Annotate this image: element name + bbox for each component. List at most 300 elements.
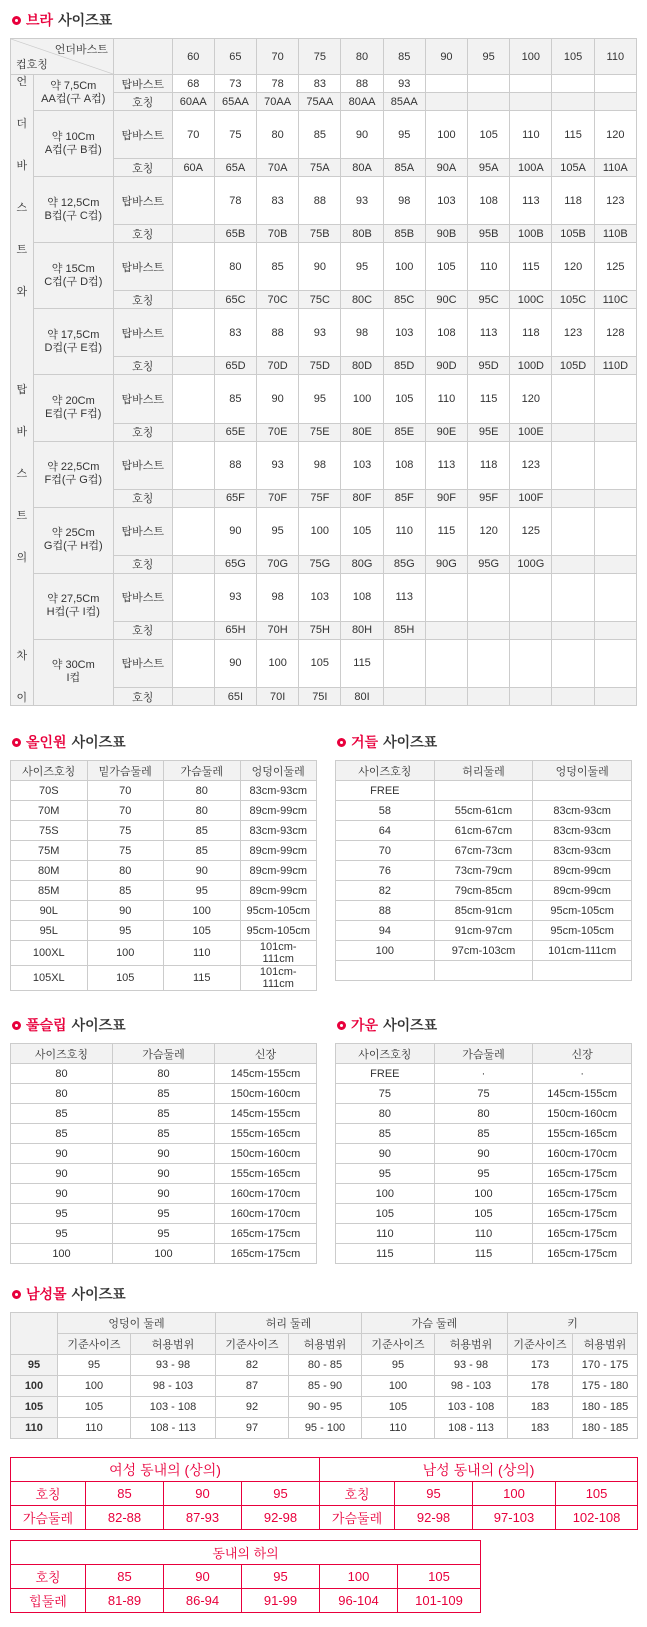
onepiece-header-cell: 사이즈호칭 — [11, 761, 88, 781]
mens-cell: 173 — [508, 1355, 573, 1376]
slip-cell: 155cm-165cm — [215, 1164, 317, 1184]
bra-size-name-cell: 65AA — [214, 93, 256, 111]
bra-size-name-cell: 90A — [425, 159, 467, 177]
table-row — [336, 801, 632, 821]
bra-topbust-cell — [552, 75, 594, 93]
slip-header-cell: 사이즈호칭 — [11, 1044, 113, 1064]
table-row — [11, 941, 317, 966]
bra-topbust-cell: 68 — [172, 75, 214, 93]
table-row — [11, 1355, 638, 1376]
gown-cell: 95 — [336, 1164, 435, 1184]
bra-size-name-cell — [594, 423, 636, 441]
bra-topbust-cell: 120 — [468, 507, 510, 555]
gown-cell: 115 — [336, 1244, 435, 1264]
bra-size-name-cell: 65C — [214, 291, 256, 309]
bra-size-name-cell: 105B — [552, 225, 594, 243]
bra-size-name-cell — [552, 489, 594, 507]
bra-size-name-cell: 65H — [214, 621, 256, 639]
bra-size-name-cell — [510, 688, 552, 706]
underwear-chest-cell: 87-93 — [164, 1506, 242, 1530]
underwear-top-wrap — [10, 1457, 637, 1613]
girdle-cell: 95cm-105cm — [533, 901, 632, 921]
section-title-slip-rest: 사이즈표 — [71, 1017, 126, 1033]
bra-topbust-cell: 110 — [468, 243, 510, 291]
table-row — [11, 1376, 638, 1397]
mens-cell: 180 - 185 — [573, 1397, 638, 1418]
mens-cell: 95 - 100 — [289, 1418, 362, 1439]
bra-size-name-cell — [594, 93, 636, 111]
gown-cell: 115 — [434, 1244, 533, 1264]
slip-cell: 145cm-155cm — [215, 1104, 317, 1124]
bra-size-name-cell: 105A — [552, 159, 594, 177]
table-row — [11, 1084, 317, 1104]
bra-size-name-cell — [172, 357, 214, 375]
bra-topbust-cell: 78 — [257, 75, 299, 93]
table-row — [11, 801, 317, 821]
bra-topbust-cell: 108 — [425, 309, 467, 357]
girdle-cell: 83cm-93cm — [533, 801, 632, 821]
bra-size-name-cell: 75AA — [299, 93, 341, 111]
onepiece-cell: 83cm-93cm — [240, 821, 317, 841]
mens-cell: 183 — [508, 1418, 573, 1439]
underwear-size-cell: 100 — [473, 1482, 556, 1506]
bra-size-name-cell — [172, 291, 214, 309]
bra-size-name-cell — [594, 489, 636, 507]
slip-cell: 85 — [11, 1124, 113, 1144]
gown-cell: 80 — [336, 1104, 435, 1124]
gown-cell: 160cm-170cm — [533, 1144, 632, 1164]
girdle-cell: 85cm-91cm — [434, 901, 533, 921]
onepiece-cell: 101cm-111cm — [240, 966, 317, 991]
bra-size-name-cell — [468, 93, 510, 111]
mens-cell: 175 - 180 — [573, 1376, 638, 1397]
bra-topbust-cell — [468, 75, 510, 93]
gown-cell: 165cm-175cm — [533, 1184, 632, 1204]
gown-header-cell: 가슴둘레 — [434, 1044, 533, 1064]
table-row — [336, 1064, 632, 1084]
bra-topbust-cell: 105 — [299, 639, 341, 687]
bra-topbust-cell: 73 — [214, 75, 256, 93]
bra-size-name-cell: 85E — [383, 423, 425, 441]
onepiece-cell: 95 — [87, 921, 164, 941]
bra-row-type-top: 탑바스트 — [113, 507, 172, 555]
bra-size-name-cell: 75E — [299, 423, 341, 441]
slip-cell: 160cm-170cm — [215, 1184, 317, 1204]
girdle-cell: 97cm-103cm — [434, 941, 533, 961]
table-row — [11, 966, 317, 991]
bra-topbust-cell: 100 — [383, 243, 425, 291]
bra-size-name-cell — [552, 423, 594, 441]
bra-topbust-cell: 115 — [510, 243, 552, 291]
section-title-mens-rest: 사이즈표 — [71, 1286, 126, 1302]
bra-size-name-cell: 100G — [510, 555, 552, 573]
onepiece-cell: 80 — [87, 861, 164, 881]
bra-corner-bottom: 컵호칭 — [16, 59, 48, 71]
table-row — [336, 1144, 632, 1164]
slip-cell: 80 — [11, 1084, 113, 1104]
bra-topbust-cell: 80 — [257, 111, 299, 159]
girdle-cell: 76 — [336, 861, 435, 881]
gown-cell: 100 — [336, 1184, 435, 1204]
mens-cell: 178 — [508, 1376, 573, 1397]
bra-topbust-cell: 103 — [425, 177, 467, 225]
underwear-chest-label: 가슴둘레 — [320, 1506, 395, 1530]
onepiece-header-cell: 가슴둘레 — [164, 761, 241, 781]
gown-cell: 165cm-175cm — [533, 1204, 632, 1224]
bra-col-header: 100 — [510, 39, 552, 75]
girdle-cell: 67cm-73cm — [434, 841, 533, 861]
bra-topbust-cell: 115 — [425, 507, 467, 555]
bra-topbust-cell: 85 — [257, 243, 299, 291]
gown-size-table — [335, 1043, 632, 1264]
bra-topbust-cell — [425, 639, 467, 687]
bra-topbust-cell — [172, 177, 214, 225]
underwear-size-label: 호칭 — [11, 1482, 86, 1506]
table-row — [11, 1506, 638, 1530]
bra-size-name-cell: 65G — [214, 555, 256, 573]
underwear-chest-cell: 102-108 — [556, 1506, 638, 1530]
bra-cup-label: 약 20Cm E컵(구 F컵) — [33, 375, 113, 441]
bra-topbust-cell: 83 — [257, 177, 299, 225]
bra-size-name-cell: 85D — [383, 357, 425, 375]
bra-size-name-cell: 70A — [257, 159, 299, 177]
girdle-cell: 64 — [336, 821, 435, 841]
bra-topbust-cell: 90 — [214, 507, 256, 555]
bra-size-name-cell: 110C — [594, 291, 636, 309]
bra-cup-label: 약 17,5Cm D컵(구 E컵) — [33, 309, 113, 375]
bra-size-name-cell: 100D — [510, 357, 552, 375]
gown-cell: 110 — [434, 1224, 533, 1244]
mens-cell: 183 — [508, 1397, 573, 1418]
gown-cell: 85 — [336, 1124, 435, 1144]
bullet-icon — [12, 738, 21, 747]
bra-size-name-cell: 100E — [510, 423, 552, 441]
bra-cup-label: 약 7,5Cm AA컵(구 A컵) — [33, 75, 113, 111]
mens-sub-header: 허용범위 — [573, 1334, 638, 1355]
bra-topbust-cell — [172, 639, 214, 687]
underwear-bottom-hip-cell: 86-94 — [164, 1589, 242, 1613]
bra-topbust-cell — [510, 639, 552, 687]
bra-col-header: 90 — [425, 39, 467, 75]
underwear-bottom-size-cell: 100 — [320, 1565, 398, 1589]
bullet-icon — [12, 1290, 21, 1299]
girdle-cell: 83cm-93cm — [533, 841, 632, 861]
mens-row-label: 105 — [11, 1397, 58, 1418]
bullet-icon — [12, 1021, 21, 1030]
table-row — [11, 1244, 317, 1264]
bra-topbust-cell: 98 — [383, 177, 425, 225]
bra-size-name-cell: 85G — [383, 555, 425, 573]
underwear-bottom-size-cell: 95 — [242, 1565, 320, 1589]
slip-cell: 100 — [11, 1244, 113, 1264]
bra-topbust-cell: 80 — [214, 243, 256, 291]
gown-cell: 100 — [434, 1184, 533, 1204]
bra-size-name-cell: 80F — [341, 489, 383, 507]
bra-size-name-cell — [172, 621, 214, 639]
bra-topbust-cell: 88 — [257, 309, 299, 357]
onepiece-cell: 95L — [11, 921, 88, 941]
mens-cell: 110 — [362, 1418, 435, 1439]
bra-topbust-cell: 98 — [257, 573, 299, 621]
table-row — [336, 821, 632, 841]
bra-topbust-cell: 95 — [299, 375, 341, 423]
girdle-cell: 88 — [336, 901, 435, 921]
table-row — [336, 1224, 632, 1244]
mens-row-label: 100 — [11, 1376, 58, 1397]
table-row — [11, 881, 317, 901]
mens-group-header — [11, 1313, 58, 1355]
bra-size-name-cell: 100F — [510, 489, 552, 507]
bra-topbust-cell — [468, 573, 510, 621]
bra-size-name-cell: 90B — [425, 225, 467, 243]
table-row — [11, 1184, 317, 1204]
gown-cell: 145cm-155cm — [533, 1084, 632, 1104]
slip-cell: 85 — [11, 1104, 113, 1124]
table-row — [11, 1482, 638, 1506]
bra-topbust-cell — [425, 75, 467, 93]
bra-row-type-top: 탑바스트 — [113, 243, 172, 291]
table-row — [11, 1204, 317, 1224]
onepiece-size-table — [10, 760, 317, 991]
underwear-chest-cell: 82-88 — [86, 1506, 164, 1530]
bra-corner-cell — [11, 39, 114, 75]
bra-topbust-cell — [172, 507, 214, 555]
bra-size-name-cell: 80I — [341, 688, 383, 706]
bra-col-header: 105 — [552, 39, 594, 75]
slip-cell: 165cm-175cm — [215, 1244, 317, 1264]
bra-size-name-cell — [552, 688, 594, 706]
bra-topbust-cell: 95 — [383, 111, 425, 159]
bra-row-type-top: 탑바스트 — [113, 441, 172, 489]
bra-size-name-cell: 65I — [214, 688, 256, 706]
bra-size-name-cell: 70F — [257, 489, 299, 507]
bra-cup-label: 약 22,5Cm F컵(구 G컵) — [33, 441, 113, 507]
bra-row-type-bottom: 호칭 — [113, 621, 172, 639]
bra-topbust-cell: 90 — [341, 111, 383, 159]
bra-topbust-cell — [172, 243, 214, 291]
onepiece-cell: 80M — [11, 861, 88, 881]
bra-topbust-cell: 100 — [425, 111, 467, 159]
onepiece-cell: 83cm-93cm — [240, 781, 317, 801]
bra-size-name-cell: 95A — [468, 159, 510, 177]
slip-cell: 165cm-175cm — [215, 1224, 317, 1244]
table-row — [11, 1124, 317, 1144]
girdle-cell: 83cm-93cm — [533, 821, 632, 841]
onepiece-cell: 75 — [87, 821, 164, 841]
bra-size-name-cell: 85C — [383, 291, 425, 309]
bra-topbust-cell: 98 — [341, 309, 383, 357]
onepiece-cell: 115 — [164, 966, 241, 991]
onepiece-cell: 75 — [87, 841, 164, 861]
section-title-onepiece-accent: 올인원 — [26, 734, 67, 750]
bra-size-name-cell — [425, 688, 467, 706]
girdle-cell: 89cm-99cm — [533, 881, 632, 901]
gown-cell: 85 — [434, 1124, 533, 1144]
section-title-gown — [337, 1015, 632, 1035]
bra-row-type-top: 탑바스트 — [113, 111, 172, 159]
onepiece-cell: 70S — [11, 781, 88, 801]
bra-size-name-cell: 90D — [425, 357, 467, 375]
section-title-slip — [12, 1015, 317, 1035]
bra-size-name-cell: 75D — [299, 357, 341, 375]
bra-size-name-cell — [552, 93, 594, 111]
gown-cell: 105 — [336, 1204, 435, 1224]
bra-topbust-cell: 118 — [510, 309, 552, 357]
spacer — [563, 1541, 638, 1565]
underwear-bottom-hip-cell: 91-99 — [242, 1589, 320, 1613]
bra-size-name-cell: 65B — [214, 225, 256, 243]
bra-size-name-cell: 65A — [214, 159, 256, 177]
table-row — [336, 861, 632, 881]
bra-row-type-top: 탑바스트 — [113, 177, 172, 225]
mens-cell: 105 — [362, 1397, 435, 1418]
bra-topbust-cell: 93 — [383, 75, 425, 93]
bra-row-type-bottom: 호칭 — [113, 423, 172, 441]
bra-topbust-cell: 103 — [341, 441, 383, 489]
bra-size-name-cell: 80C — [341, 291, 383, 309]
underwear-bottom-size-cell: 85 — [86, 1565, 164, 1589]
slip-header-cell: 가슴둘레 — [113, 1044, 215, 1064]
bra-size-name-cell: 70D — [257, 357, 299, 375]
bra-row-type-bottom: 호칭 — [113, 489, 172, 507]
bra-size-name-cell: 95C — [468, 291, 510, 309]
table-row — [336, 1164, 632, 1184]
slip-cell: 85 — [113, 1124, 215, 1144]
mens-cell: 82 — [216, 1355, 289, 1376]
table-row — [11, 841, 317, 861]
gown-header-cell: 신장 — [533, 1044, 632, 1064]
bra-topbust-cell: 93 — [257, 441, 299, 489]
bullet-icon — [337, 738, 346, 747]
bra-size-name-cell — [172, 423, 214, 441]
bra-size-name-cell — [383, 688, 425, 706]
table-row — [336, 921, 632, 941]
bra-size-name-cell — [425, 621, 467, 639]
bra-topbust-cell: 105 — [468, 111, 510, 159]
gown-cell: 95 — [434, 1164, 533, 1184]
bra-size-name-cell: 85H — [383, 621, 425, 639]
bra-size-name-cell: 80G — [341, 555, 383, 573]
table-row — [11, 901, 317, 921]
girdle-cell: 61cm-67cm — [434, 821, 533, 841]
bra-topbust-cell: 123 — [510, 441, 552, 489]
bra-size-name-cell: 75H — [299, 621, 341, 639]
bra-size-table — [10, 38, 637, 706]
bra-size-name-cell: 70G — [257, 555, 299, 573]
bra-size-name-cell: 110D — [594, 357, 636, 375]
bra-size-name-cell: 80E — [341, 423, 383, 441]
table-row — [336, 1104, 632, 1124]
table-row — [336, 781, 632, 801]
bra-size-name-cell: 95G — [468, 555, 510, 573]
bra-size-name-cell: 65D — [214, 357, 256, 375]
underwear-bottom-hip-cell: 81-89 — [86, 1589, 164, 1613]
underwear-bottom-table — [10, 1540, 638, 1613]
bra-col-header: 70 — [257, 39, 299, 75]
bra-row-type-top: 탑바스트 — [113, 375, 172, 423]
mens-row-label: 95 — [11, 1355, 58, 1376]
slip-cell: 90 — [113, 1164, 215, 1184]
bra-topbust-cell: 110 — [510, 111, 552, 159]
mens-cell: 108 - 113 — [131, 1418, 216, 1439]
table-row — [336, 961, 632, 981]
mens-row-label: 110 — [11, 1418, 58, 1439]
girdle-cell — [533, 781, 632, 801]
bra-topbust-cell — [594, 507, 636, 555]
slip-cell: 95 — [11, 1224, 113, 1244]
bra-topbust-cell: 85 — [214, 375, 256, 423]
bra-topbust-cell: 105 — [425, 243, 467, 291]
onepiece-cell: 80 — [164, 801, 241, 821]
onepiece-cell: 75M — [11, 841, 88, 861]
bra-size-name-cell: 75I — [299, 688, 341, 706]
section-title-onepiece-rest: 사이즈표 — [71, 734, 126, 750]
bra-topbust-cell: 113 — [510, 177, 552, 225]
bra-topbust-cell: 125 — [594, 243, 636, 291]
section-title-girdle — [337, 732, 632, 752]
gown-cell: 165cm-175cm — [533, 1164, 632, 1184]
spacer — [481, 1589, 563, 1613]
table-row — [336, 1084, 632, 1104]
table-row — [11, 1418, 638, 1439]
bra-size-name-cell — [172, 555, 214, 573]
girdle-header-cell: 사이즈호칭 — [336, 761, 435, 781]
bra-size-name-cell: 75G — [299, 555, 341, 573]
bra-size-name-cell: 85A — [383, 159, 425, 177]
bra-size-name-cell — [172, 225, 214, 243]
bra-topbust-cell — [594, 639, 636, 687]
bra-topbust-cell: 93 — [214, 573, 256, 621]
mens-cell: 105 — [58, 1397, 131, 1418]
bra-topbust-cell: 83 — [214, 309, 256, 357]
bra-size-name-cell: 75A — [299, 159, 341, 177]
table-row — [11, 1589, 638, 1613]
bra-topbust-cell: 108 — [383, 441, 425, 489]
bra-topbust-cell — [552, 573, 594, 621]
mens-size-table — [10, 1312, 638, 1439]
table-row — [336, 881, 632, 901]
bra-size-name-cell: 80B — [341, 225, 383, 243]
mens-sub-header: 허용범위 — [131, 1334, 216, 1355]
bra-col-header: 75 — [299, 39, 341, 75]
girdle-cell: 94 — [336, 921, 435, 941]
underwear-size-cell: 90 — [164, 1482, 242, 1506]
bra-size-name-cell: 95D — [468, 357, 510, 375]
section-title-slip-accent: 풀슬립 — [26, 1017, 67, 1033]
underwear-chest-label: 가슴둘레 — [11, 1506, 86, 1530]
bra-topbust-cell: 70 — [172, 111, 214, 159]
bra-size-name-cell: 100C — [510, 291, 552, 309]
mens-cell: 170 - 175 — [573, 1355, 638, 1376]
bra-size-name-cell: 85F — [383, 489, 425, 507]
slip-cell: 85 — [113, 1084, 215, 1104]
bra-topbust-cell: 75 — [214, 111, 256, 159]
bra-size-name-cell: 90C — [425, 291, 467, 309]
bra-row-type-bottom: 호칭 — [113, 225, 172, 243]
bra-topbust-cell: 108 — [341, 573, 383, 621]
gown-cell: 105 — [434, 1204, 533, 1224]
girdle-cell: 100 — [336, 941, 435, 961]
bra-size-name-cell: 95E — [468, 423, 510, 441]
underwear-bottom-hip-cell: 101-109 — [398, 1589, 481, 1613]
slip-cell: 155cm-165cm — [215, 1124, 317, 1144]
bra-size-name-cell: 80H — [341, 621, 383, 639]
bra-topbust-cell: 120 — [594, 111, 636, 159]
girdle-header-cell: 엉덩이둘레 — [533, 761, 632, 781]
bra-corner-top: 언더바스트 — [54, 44, 108, 56]
onepiece-cell: 75S — [11, 821, 88, 841]
onepiece-cell: 89cm-99cm — [240, 881, 317, 901]
